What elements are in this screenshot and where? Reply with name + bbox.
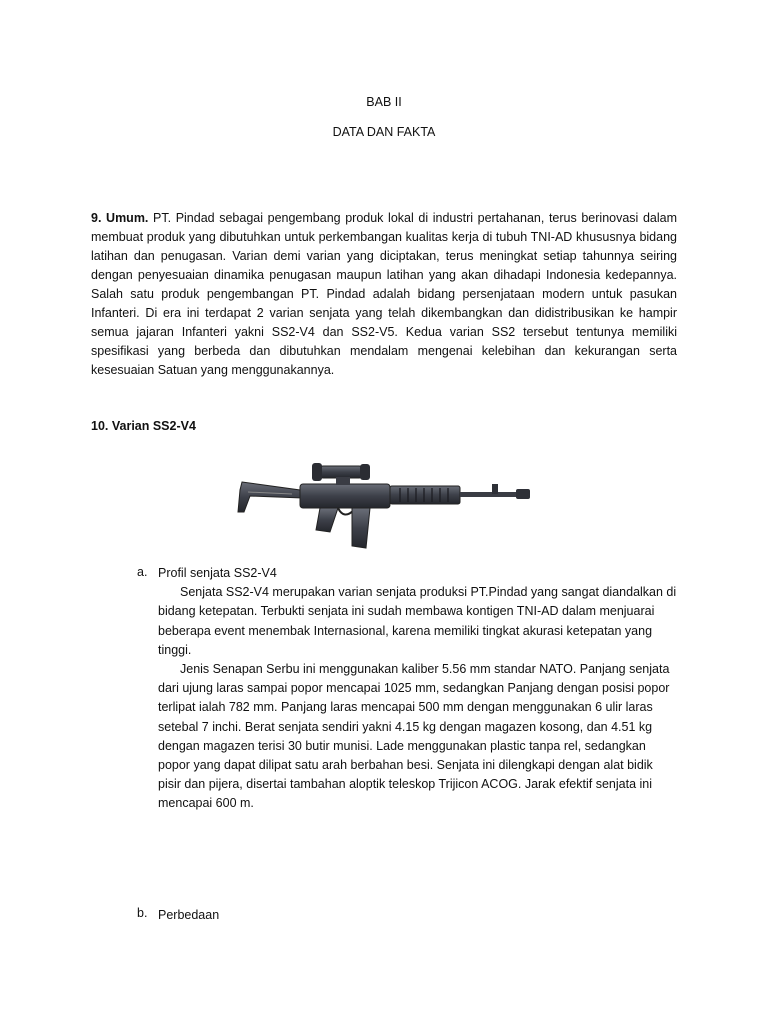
item-b-title: Perbedaan [158, 908, 220, 922]
item-b-marker: b. [137, 906, 148, 920]
item-a-title: Profil senjata SS2-V4 [158, 566, 277, 580]
section-9-label: 9. Umum. [91, 211, 149, 225]
ss2-v4-rifle-image [230, 420, 550, 560]
item-a-marker: a. [137, 565, 148, 579]
section-9-paragraph [91, 209, 677, 380]
item-a-content [158, 564, 678, 814]
item-a-paragraph-1: Senjata SS2-V4 merupakan varian senjata produksi PT.Pindad yang sangat diandalkan di bidang ketepatan. Terbukti senjata ini sudah membawa kontigen TNI-AD dalam menjuarai beberapa event menembak Internasional, karena memiliki tingkat akurasi ketepatan yang tinggi. [158, 585, 677, 657]
section-10-heading: 10. Varian SS2-V4 [91, 419, 196, 433]
chapter-label: BAB II [366, 95, 402, 109]
section-9-text: PT. Pindad sebagai pengembang produk lokal di industri pertahanan, terus berinovasi dalam membuat produk yang dibutuhkan untuk perkembangan kualitas kerja di tubuh TNI-AD khususnya bidang latihan dan penugasan. Varian demi varian yang diciptakan, terus meningkat setiap tahunnya seiring dengan penyesuaian dinamika penugasan maupun latihan yang akan dihadapi Indonesia kedepannya. Salah satu produk pengembangan PT. Pindad adalah bidang persenjataan modern untuk pasukan Infanteri. Di era ini terdapat 2 varian senjata yang telah dikembangkan dan didistribusikan ke hampir semua jajaran Infanteri yakni SS2-V4 dan SS2-V5. Kedua varian SS2 tersebut tentunya memiliki spesifikasi yang berbeda dan dibutuhkan mendalam mengenai kelebihan dan kekurangan serta kesesuaian Satuan yang menggunakannya. [91, 211, 677, 377]
chapter-title: DATA DAN FAKTA [332, 125, 436, 139]
item-a-paragraph-2: Jenis Senapan Serbu ini menggunakan kaliber 5.56 mm standar NATO. Panjang senjata dari ujung laras sampai popor mencapai 1025 mm, sedangkan Panjang dengan posisi popor terlipat ialah 782 mm. Panjang laras mencapai 500 mm dengan menggunakan 6 ulir laras setebal 7 inchi. Berat senjata sendiri yakni 4.15 kg dengan magazen kosong, dan 4.51 kg dengan magazen terisi 30 butir munisi. Lade menggunakan plastic tanpa rel, sedangkan popor yang dapat dilipat satu arah berbahan besi. Senjata ini dilengkapi dengan alat bidik pisir dan pijera, disertai tambahan aloptik teleskop Trijicon ACOG. Jarak efektif senjata ini mencapai 600 m. [158, 662, 670, 811]
